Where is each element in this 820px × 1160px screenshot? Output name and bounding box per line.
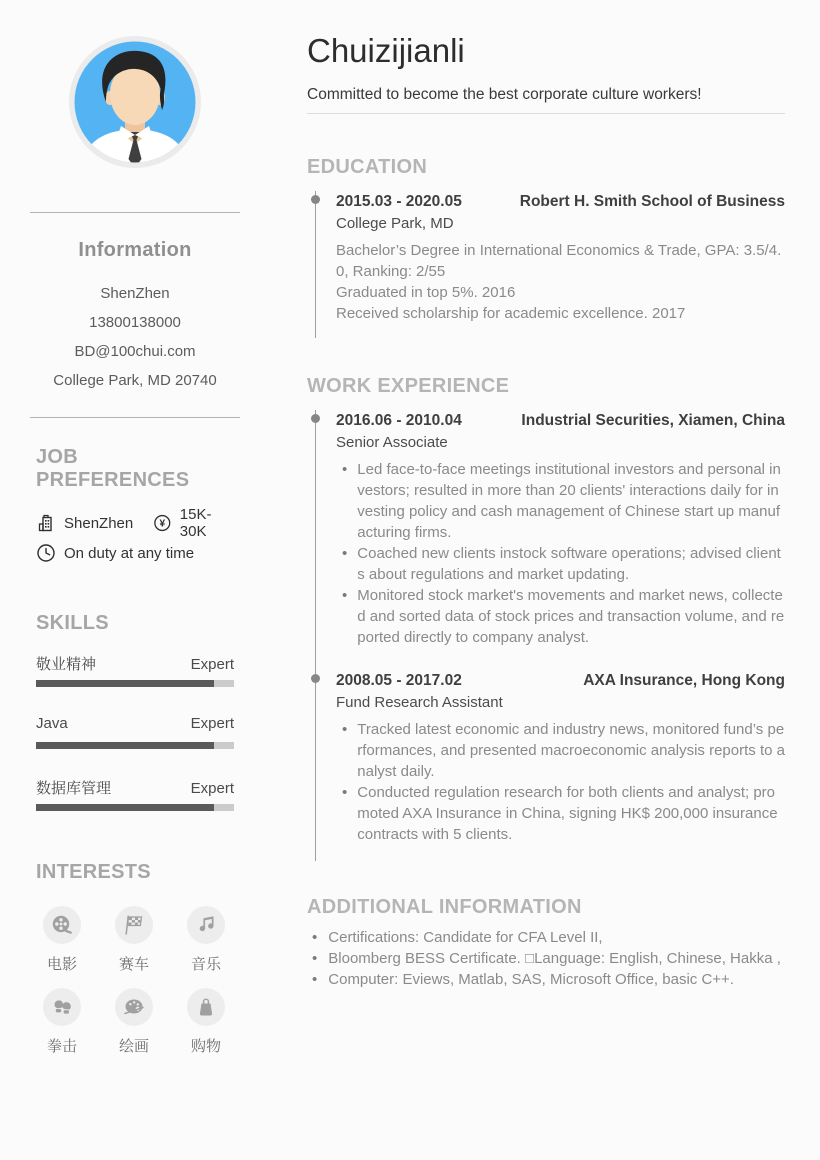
interest-label: 绘画: [118, 1038, 149, 1055]
interest-label: 音乐: [190, 956, 221, 973]
tagline: Committed to become the best corporate culture workers!: [307, 86, 702, 104]
work-experience-heading: WORK EXPERIENCE: [307, 375, 510, 398]
info-phone: 13800138000: [89, 314, 181, 331]
education-location: College Park, MD: [336, 215, 454, 233]
skill-name: 数据库管理: [36, 780, 112, 797]
information-title: Information: [78, 239, 192, 261]
timeline-dot-icon: [311, 195, 320, 204]
film-reel-icon: [43, 906, 81, 944]
additional-information-list: [307, 927, 785, 990]
work-bullet: • Conducted regulation research for both clients and analyst; promoted AXA Insurance in China, signing HK$ 200,000 insurance contracts with 5 clients.: [336, 782, 785, 845]
interests-grid: [26, 906, 270, 1056]
interest-item: [98, 906, 170, 974]
work-bullet: • Led face-to-face meetings institutional investors and personal investors; resulted in more than 20 clients' interactions daily for investing policy and cash management of Chinese start up manufacturing firms.: [336, 459, 785, 543]
work-bullet: • Monitored stock market's movements and market news, collected and sorted data of stock prices and transaction volume, and reported directly to company analyst.: [336, 585, 785, 648]
skill-item: [36, 653, 234, 687]
information-list: [0, 279, 270, 395]
additional-bullet: • Computer: Eviews, Matlab, SAS, Microsoft Office, basic C++.: [307, 969, 785, 990]
interests-title: INTERESTS: [36, 861, 151, 883]
paint-palette-icon: [115, 988, 153, 1026]
work-experience-timeline: [315, 410, 785, 861]
timeline-dot-icon: [311, 414, 320, 423]
page-title: Chuizijianli: [307, 32, 465, 69]
skill-item: [36, 715, 234, 749]
education-details: [336, 240, 785, 324]
work-period: 2008.05 - 2017.02: [336, 672, 462, 690]
info-city: ShenZhen: [100, 285, 170, 302]
education-heading: EDUCATION: [307, 156, 428, 179]
skill-bar-fill: [36, 680, 214, 687]
yen-circle-icon: [153, 513, 172, 533]
education-detail: Bachelor’s Degree in International Economics & Trade, GPA: 3.5/4.0, Ranking: 2/55: [336, 242, 782, 281]
boxing-gloves-icon: [43, 988, 81, 1026]
job-preferences: [36, 508, 234, 568]
male-avatar-icon: [69, 36, 201, 168]
work-bullet: • Tracked latest economic and industry news, monitored fund’s performances, and presented macroeconomic analysis reports to analyst daily.: [336, 719, 785, 782]
education-timeline: [315, 191, 785, 338]
sidebar-divider: [30, 212, 240, 213]
work-role: Senior Associate: [336, 434, 448, 452]
header-divider: [307, 113, 785, 114]
shopping-bag-icon: [187, 988, 225, 1026]
skill-name: Java: [36, 715, 68, 732]
job-availability-label: On duty at any time: [64, 544, 195, 562]
timeline-dot-icon: [311, 674, 320, 683]
svg-text:¥: ¥: [159, 518, 166, 530]
skill-bar-fill: [36, 742, 214, 749]
info-address: College Park, MD 20740: [53, 372, 217, 389]
work-company: AXA Insurance, Hong Kong: [583, 672, 785, 690]
job-preferences-title: JOB PREFERENCES: [36, 446, 190, 491]
interest-label: 电影: [46, 956, 77, 973]
building-icon: [36, 513, 56, 533]
skills-title: SKILLS: [36, 612, 109, 634]
education-detail: Received scholarship for academic excellence. 2017: [336, 305, 686, 323]
education-period: 2015.03 - 2020.05: [336, 193, 462, 211]
interest-item: [170, 988, 242, 1056]
interest-item: [170, 906, 242, 974]
skill-bar-fill: [36, 804, 214, 811]
info-email: BD@100chui.com: [74, 343, 196, 360]
interest-label: 购物: [190, 1038, 221, 1055]
work-company: Industrial Securities, Xiamen, China: [521, 412, 785, 430]
education-detail: Graduated in top 5%. 2016: [336, 284, 516, 302]
music-note-icon: [187, 906, 225, 944]
job-location: [36, 508, 133, 538]
skill-bar: [36, 680, 234, 687]
clock-icon: [36, 543, 56, 563]
additional-information-heading: ADDITIONAL INFORMATION: [307, 896, 582, 919]
work-entry: [336, 670, 785, 845]
job-location-label: ShenZhen: [64, 514, 134, 532]
job-salary: [153, 508, 234, 538]
skill-level: Expert: [190, 656, 234, 673]
skill-bar: [36, 742, 234, 749]
work-entry: [336, 410, 785, 648]
work-bullets: [336, 719, 785, 845]
skill-bar: [36, 804, 234, 811]
interest-label: 拳击: [46, 1038, 77, 1055]
skill-level: Expert: [190, 780, 234, 797]
interest-item: [26, 906, 98, 974]
interest-item: [98, 988, 170, 1056]
skill-item: [36, 777, 234, 811]
work-bullet: • Coached new clients instock software operations; advised clients about regulations and market updating.: [336, 543, 785, 585]
education-school: Robert H. Smith School of Business: [519, 193, 785, 211]
additional-bullet: • Bloomberg BESS Certificate. □Language: English, Chinese, Hakka ,: [307, 948, 785, 969]
resume-main: [270, 0, 820, 1160]
skills-list: [36, 653, 234, 811]
education-entry: [336, 191, 785, 324]
work-role: Fund Research Assistant: [336, 694, 503, 712]
sidebar-divider: [30, 417, 240, 418]
job-salary-label: 15K-30K: [179, 506, 212, 540]
interest-item: [26, 988, 98, 1056]
additional-bullet: • Certifications: Candidate for CFA Level II,: [307, 927, 785, 948]
job-availability: [36, 538, 194, 568]
work-period: 2016.06 - 2010.04: [336, 412, 462, 430]
skill-level: Expert: [190, 715, 234, 732]
racing-flag-icon: [115, 906, 153, 944]
sidebar: [0, 0, 270, 1160]
skill-name: 敬业精神: [36, 656, 97, 673]
work-bullets: [336, 459, 785, 648]
interest-label: 赛车: [118, 956, 149, 973]
avatar: [69, 36, 201, 168]
